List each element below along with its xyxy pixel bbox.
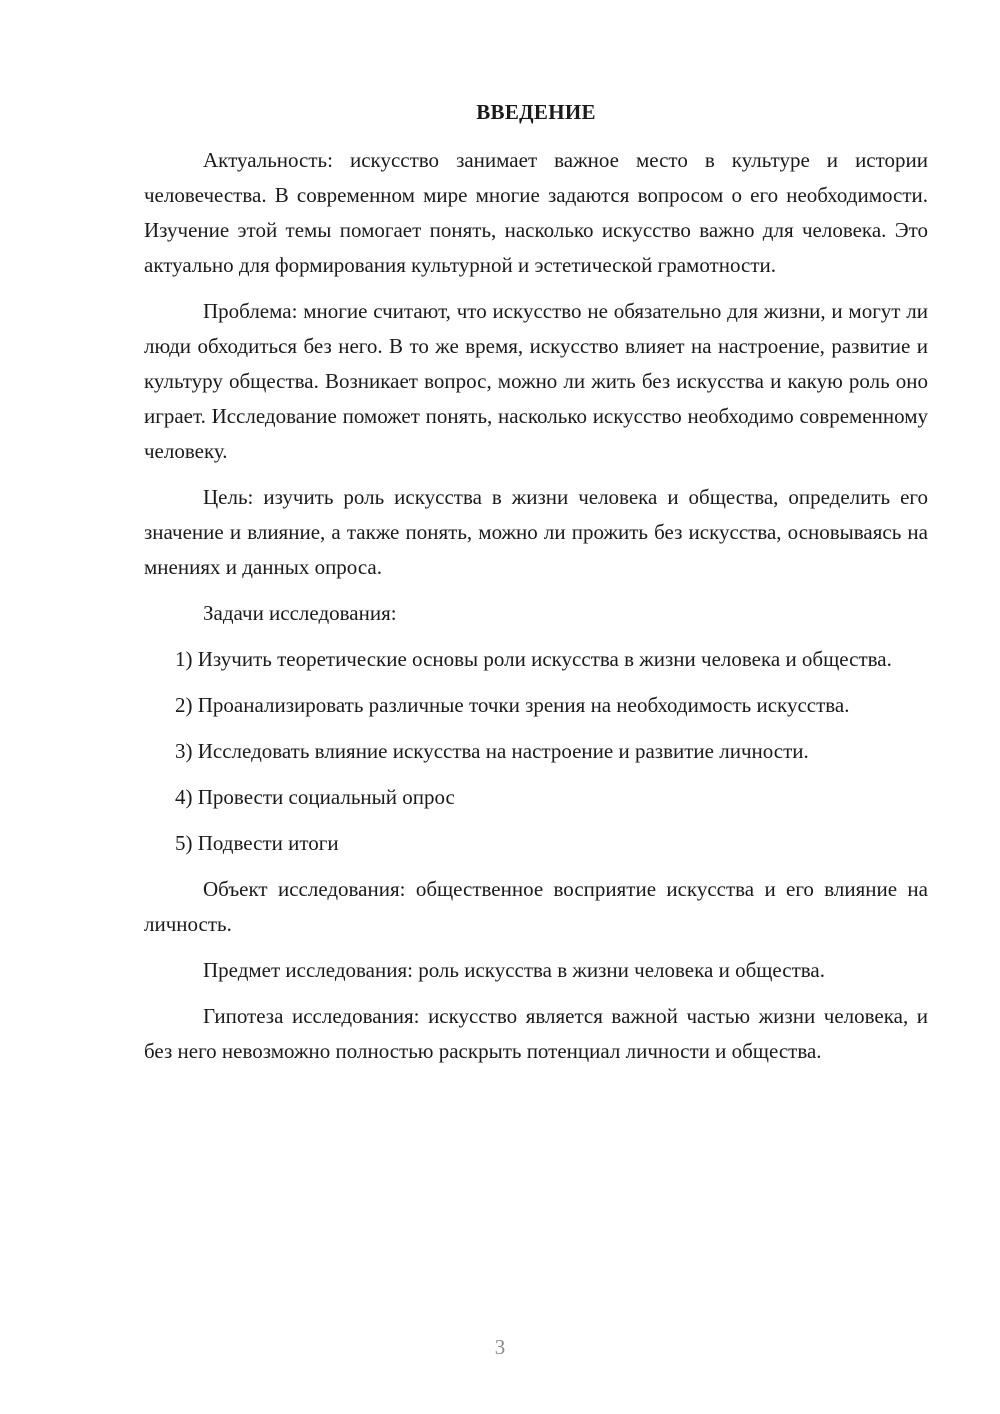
problem-paragraph: Проблема: многие считают, что искусство не обязательно для жизни, и могут ли люди обходиться без него. В то же время, искусство влияет на настроение, развитие и культуру общества. Возникает вопрос, можно ли жить без искусства и какую роль оно играет. Исследование поможет понять, насколько искусство необходимо современному человеку. — [144, 299, 928, 463]
task-item: 1) Изучить теоретические основы роли искусства в жизни человека и общества. — [175, 647, 892, 671]
page-number: 3 — [494, 1335, 506, 1359]
task-item: 5) Подвести итоги — [175, 831, 339, 855]
object-paragraph: Объект исследования: общественное восприятие искусства и его влияние на личность. — [144, 877, 928, 936]
subject-paragraph: Предмет исследования: роль искусства в жизни человека и общества. — [203, 958, 825, 982]
document-body — [144, 143, 928, 1080]
task-item: 2) Проанализировать различные точки зрения на необходимость искусства. — [175, 693, 850, 717]
tasks-title: Задачи исследования: — [203, 601, 397, 625]
task-item: 3) Исследовать влияние искусства на настроение и развитие личности. — [175, 739, 809, 763]
task-item: 4) Провести социальный опрос — [175, 785, 455, 809]
hypothesis-paragraph: Гипотеза исследования: искусство является важной частью жизни человека, и без него невозможно полностью раскрыть потенциал личности и общества. — [144, 1004, 928, 1063]
relevance-paragraph: Актуальность: искусство занимает важное место в культуре и истории человечества. В современном мире многие задаются вопросом о его необходимости. Изучение этой темы помогает понять, насколько искусство важно для человека. Это актуально для формирования культурной и эстетической грамотности. — [144, 148, 928, 277]
section-heading: ВВЕДЕНИЕ — [476, 100, 596, 124]
goal-paragraph: Цель: изучить роль искусства в жизни человека и общества, определить его значение и влияние, а также понять, можно ли прожить без искусства, основываясь на мнениях и данных опроса. — [144, 485, 928, 579]
